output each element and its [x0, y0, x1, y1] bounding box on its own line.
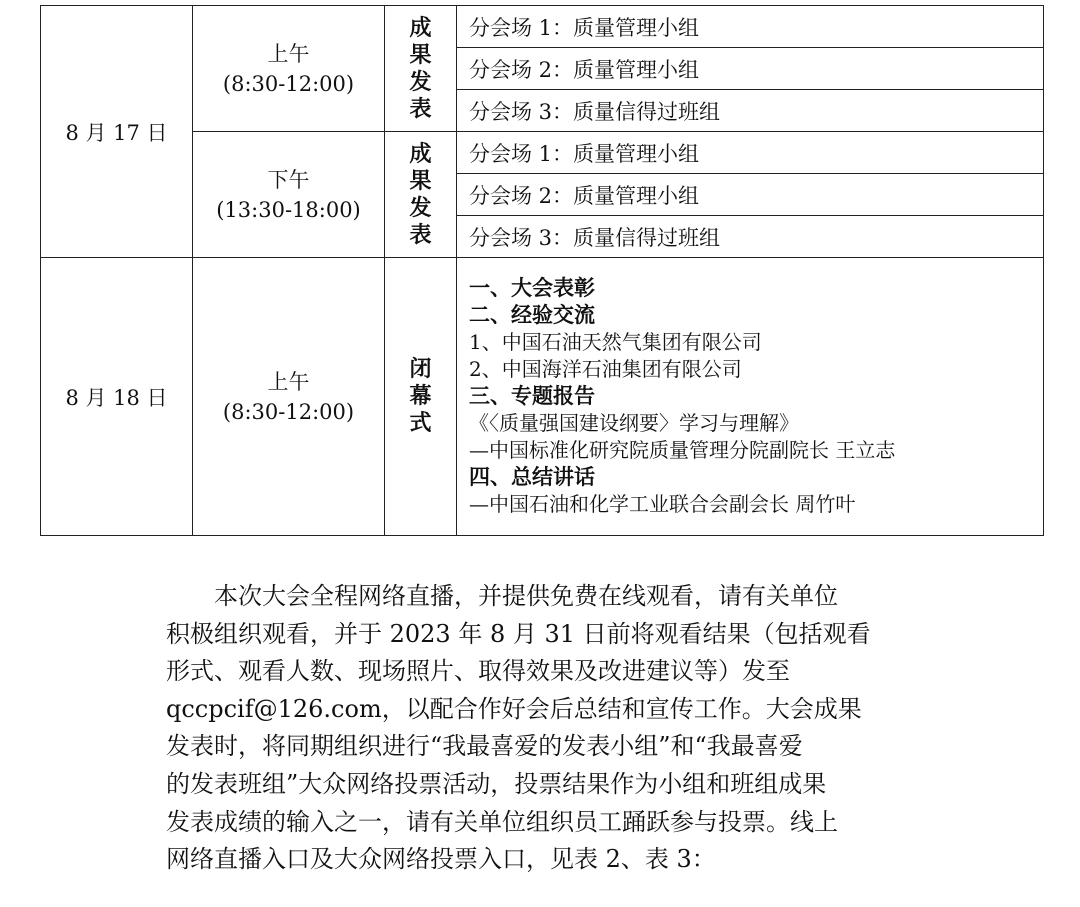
date-cell-day2: 8 月 18 日 [41, 258, 193, 536]
paragraph-line: 发表时，将同期组织进行“我最喜爱的发表小组”和“我最喜爱 [166, 732, 803, 761]
session-cell-afternoon-day1 [385, 132, 457, 258]
session-label: 成果发表 [409, 15, 432, 122]
paragraph-line: 发表成绩的输入之一，请有关单位组织员工踊跃参与投票。线上 [166, 807, 838, 836]
agenda-heading: 四、总结讲话 [469, 465, 595, 489]
venue-cell: 分会场 2：质量管理小组 [457, 174, 1044, 216]
paragraph-line: 形式、观看人数、现场照片、取得效果及改进建议等）发至 [166, 657, 790, 686]
paragraph-line: 的发表班组”大众网络投票活动，投票结果作为小组和班组成果 [166, 769, 827, 798]
venue-cell: 分会场 3：质量信得过班组 [457, 216, 1044, 258]
paragraph-line: 积极组织观看，并于 2023 年 8 月 31 日前将观看结果（包括观看 [166, 619, 871, 648]
closing-agenda [457, 258, 1044, 536]
agenda-heading: 三、专题报告 [469, 384, 595, 408]
time-range: (13:30-18:00) [216, 197, 361, 222]
notice-paragraph [166, 578, 926, 879]
venue-cell: 分会场 1：质量管理小组 [457, 6, 1044, 48]
venue-cell: 分会场 2：质量管理小组 [457, 48, 1044, 90]
time-range: (8:30-12:00) [222, 71, 355, 96]
agenda-heading: 一、大会表彰 [469, 276, 595, 300]
session-label: 闭幕式 [409, 357, 432, 436]
table-row [41, 6, 1044, 48]
period-label: 上午 [267, 41, 310, 66]
venue-cell: 分会场 3：质量信得过班组 [457, 90, 1044, 132]
paragraph-line: 网络直播入口及大众网络投票入口，见表 2、表 3： [166, 845, 716, 874]
table-row [41, 258, 1044, 536]
agenda-item: 2、中国海洋石油集团有限公司 [469, 357, 742, 381]
agenda-item: —中国标准化研究院质量管理分院副院长 王立志 [469, 438, 896, 462]
period-label: 下午 [267, 167, 310, 192]
agenda-heading: 二、经验交流 [469, 303, 595, 327]
agenda-item: 1、中国石油天然气集团有限公司 [469, 330, 762, 354]
session-cell-morning-day1 [385, 6, 457, 132]
agenda-item: 《〈质量强国建设纲要〉学习与理解》 [469, 411, 799, 435]
session-cell-closing [385, 258, 457, 536]
agenda-item: —中国石油和化学工业联合会副会长 周竹叶 [469, 492, 856, 516]
time-range: (8:30-12:00) [222, 399, 355, 424]
time-cell-morning-day2 [193, 258, 385, 536]
paragraph-line: 本次大会全程网络直播，并提供免费在线观看，请有关单位 [214, 582, 838, 610]
session-label: 成果发表 [409, 141, 432, 248]
date-cell-day1: 8 月 17 日 [41, 6, 193, 258]
time-cell-afternoon-day1 [193, 132, 385, 258]
paragraph-line: qccpcif@126.com，以配合作好会后总结和宣传工作。大会成果 [166, 694, 862, 723]
time-cell-morning-day1 [193, 6, 385, 132]
period-label: 上午 [267, 369, 310, 394]
venue-cell: 分会场 1：质量管理小组 [457, 132, 1044, 174]
schedule-table [40, 5, 1044, 536]
